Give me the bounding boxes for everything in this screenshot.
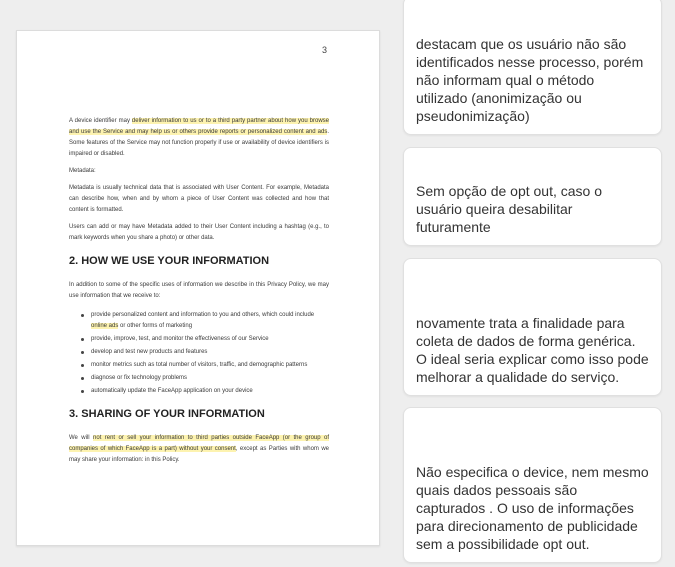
comment-text: Não especifica o device, nem mesmo quais dados pessoais são capturados . O uso de informações para direcionamento de publicidade sem a possibilidade opt out.: [416, 464, 649, 552]
metadata-paragraph: Metadata is usually technical data that is associated with User Content. For example, Metadata can describe how, when and by whom a piece of User Content was collected and how that content is formatted.: [69, 185, 329, 213]
device-identifier-paragraph: [69, 116, 329, 160]
list-item: [81, 310, 329, 332]
uses-intro-paragraph: In addition to some of the specific uses of information we describe in this Privacy Policy, we may use information that we receive to:: [69, 282, 329, 299]
highlighted-text[interactable]: deliver information to us or to a third party partner about how you browse and use the Service and may help us or others provide reports or personalized content and ads: [69, 118, 329, 135]
para1-text-end: . Some features of the Service may not function properly if use or availability of device identifiers is impaired or disabled.: [69, 129, 329, 157]
uses-list: [81, 310, 329, 397]
comment-card[interactable]: [403, 147, 662, 246]
comment-card[interactable]: [403, 258, 662, 396]
document-body: [69, 116, 329, 472]
comment-text: Sem opção de opt out, caso o usuário queira desabilitar futuramente: [416, 183, 603, 235]
para1-text: A device identifier may: [69, 118, 132, 124]
para5-text: We will: [69, 435, 94, 441]
page-number: 3: [321, 45, 327, 55]
highlighted-text[interactable]: online ads: [91, 323, 119, 329]
section-heading-how-we-use: 2. HOW WE USE YOUR INFORMATION: [69, 255, 270, 267]
list-item: diagnose or fix technology problems: [81, 373, 329, 384]
document-page: [16, 30, 380, 546]
list-item: provide, improve, test, and monitor the effectiveness of our Service: [81, 334, 329, 345]
metadata-users-paragraph: Users can add or may have Metadata added to their User Content including a hashtag (e.g., to mark keywords when you share a photo) or other data.: [69, 224, 329, 241]
comment-text: novamente trata a finalidade para coleta de dados de forma genérica. O ideal seria explicar como isso pode melhorar a qualidade do serviço.: [416, 315, 649, 385]
comment-card[interactable]: [403, 407, 662, 563]
list-item: automatically update the FaceApp application on your device: [81, 386, 329, 397]
section-heading-sharing: 3. SHARING OF YOUR INFORMATION: [69, 408, 265, 420]
list-item: monitor metrics such as total number of visitors, traffic, and demographic patterns: [81, 360, 329, 371]
highlighted-text[interactable]: not rent or sell your information to third parties outside FaceApp (or the group of companies of which FaceApp is a part) without your consent: [69, 435, 329, 452]
metadata-label: Metadata:: [69, 168, 96, 174]
comment-card[interactable]: [403, 0, 662, 135]
bullet1-text: provide personalized content and information to you and others, which could include: [91, 312, 315, 318]
bullet1-text-end: or other forms of marketing: [118, 323, 193, 329]
sharing-paragraph: [69, 433, 329, 466]
comment-text: destacam que os usuário não são identificados nesse processo, porém não informam qual o método utilizado (anonimização ou pseudonimização): [416, 36, 644, 124]
list-item: develop and test new products and features: [81, 347, 329, 358]
para5-text-end: , except as Parties with whom we may share your information: in this Policy.: [69, 446, 329, 463]
